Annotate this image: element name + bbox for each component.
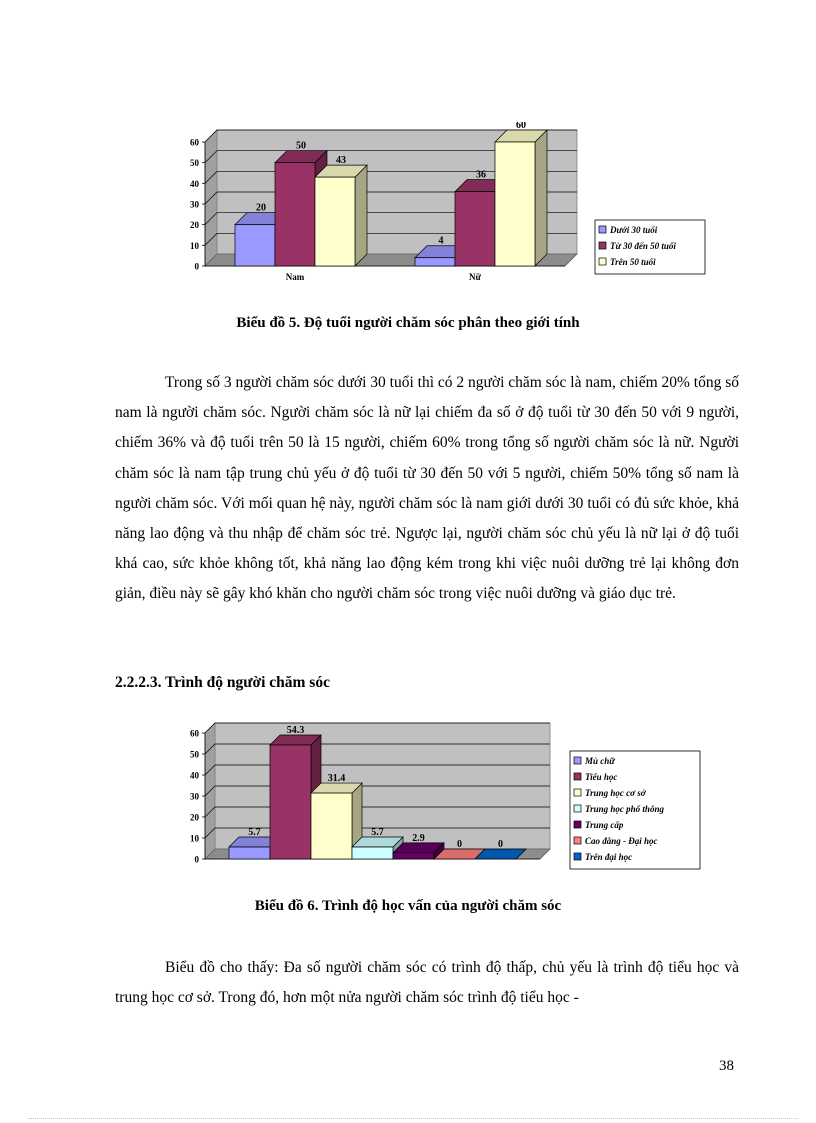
data-label: 20 (256, 202, 266, 214)
y-tick-label: 30 (190, 199, 199, 210)
data-label: 2.9 (412, 832, 425, 844)
data-label: 0 (457, 839, 462, 850)
data-label: 36 (476, 169, 486, 181)
legend-label: Dưới 30 tuổi (610, 225, 658, 235)
paragraph-2: Biểu đồ cho thấy: Đa số người chăm sóc có trình độ thấp, chủ yếu là trình độ tiểu học và trung học cơ sở. Trong đó, hơn một nửa người chăm sóc trình độ tiểu học - (115, 959, 739, 1007)
y-tick-label: 0 (194, 854, 199, 865)
legend-label: Từ 30 đến 50 tuổi (610, 241, 676, 251)
bar (235, 225, 275, 266)
chart1-caption: Biểu đồ 5. Độ tuổi người chăm sóc phân theo giới tính (236, 315, 580, 331)
legend-label: Tiểu học (585, 772, 618, 782)
bar (393, 853, 434, 859)
y-tick-label: 40 (190, 770, 199, 781)
bar (311, 793, 352, 859)
data-label: 60 (516, 122, 526, 131)
bar (352, 847, 393, 859)
legend-swatch (574, 789, 581, 796)
legend-label: Trên 50 tuổi (610, 257, 656, 267)
bar (415, 258, 455, 266)
y-tick-label: 20 (190, 812, 199, 823)
bar (270, 745, 311, 859)
data-label: 4 (438, 235, 444, 247)
y-tick-label: 50 (190, 158, 199, 169)
legend-swatch (574, 837, 581, 844)
bar (229, 847, 270, 859)
y-tick-label: 30 (190, 791, 199, 802)
bar (275, 163, 315, 266)
legend-label: Trên đại học (585, 852, 633, 862)
bar (315, 177, 355, 266)
data-label: 54.3 (286, 724, 305, 736)
chart2-caption: Biểu đồ 6. Trình độ học vấn của người chăm sóc (254, 898, 562, 914)
section-heading: 2.2.2.3. Trình độ người chăm sóc (115, 674, 330, 691)
bar-side (535, 130, 547, 266)
legend-label: Mù chữ (585, 756, 615, 766)
data-label: 43 (336, 155, 346, 167)
bar (455, 192, 495, 266)
page-number: 38 (719, 1058, 734, 1074)
y-tick-label: 40 (190, 178, 199, 189)
chart-age-by-gender (170, 122, 710, 292)
paragraph-1: Trong số 3 người chăm sóc dưới 30 tuổi thì có 2 người chăm sóc là nam, chiếm 20% tổng số nam là người chăm sóc. Người chăm sóc là nữ lại chiếm đa số ở độ tuổi từ 30 đến 50 với 9 người, chiếm 36% và độ tuổi trên 50 là 15 người, chiếm 60% trong tổng số người chăm sóc là nữ. Người chăm sóc là nam tập trung chủ yếu ở độ tuổi từ 30 đến 50 với 5 người, chiếm 50% tổng số nam là người chăm sóc. Với mối quan hệ này, người chăm sóc là nam giới dưới 30 tuổi có đủ sức khỏe, khả năng lao động và thu nhập để chăm sóc trẻ. Ngược lại, người chăm sóc chủ yếu là nữ lại ở độ tuổi khá cao, sức khỏe không tốt, khả năng lao động kém trong khi việc nuôi dưỡng trẻ lại không đơn giản, điều này sẽ gây khó khăn cho người chăm sóc trong việc nuôi dưỡng và giáo dục trẻ. (115, 374, 740, 603)
data-label: 50 (296, 140, 306, 152)
y-tick-label: 60 (190, 728, 199, 739)
footer-divider (28, 1118, 798, 1119)
legend-label: Cao đẳng - Đại học (585, 836, 658, 846)
bar-side (355, 165, 367, 266)
legend-label: Trung học phổ thông (585, 804, 664, 814)
legend-swatch (574, 821, 581, 828)
legend-swatch (599, 258, 606, 265)
legend-swatch (599, 242, 606, 249)
legend-label: Trung học cơ sở (585, 788, 646, 798)
legend-swatch (574, 773, 581, 780)
category-label: Nam (285, 272, 305, 282)
category-label: Nữ (469, 272, 481, 282)
y-tick-label: 10 (190, 240, 199, 251)
y-tick-label: 60 (190, 137, 199, 148)
y-tick-label: 10 (190, 833, 199, 844)
legend-swatch (599, 226, 606, 233)
legend-swatch (574, 757, 581, 764)
data-label: 5.7 (248, 827, 261, 839)
chart-education-level (170, 713, 710, 873)
legend-swatch (574, 853, 581, 860)
data-label: 31.4 (327, 773, 346, 785)
y-tick-label: 0 (194, 261, 199, 272)
data-label: 0 (498, 839, 503, 850)
bar (495, 142, 535, 266)
legend-label: Trung cấp (585, 820, 624, 830)
y-tick-label: 50 (190, 749, 199, 760)
data-label: 5.7 (371, 827, 384, 839)
y-tick-label: 20 (190, 220, 199, 231)
legend-swatch (574, 805, 581, 812)
